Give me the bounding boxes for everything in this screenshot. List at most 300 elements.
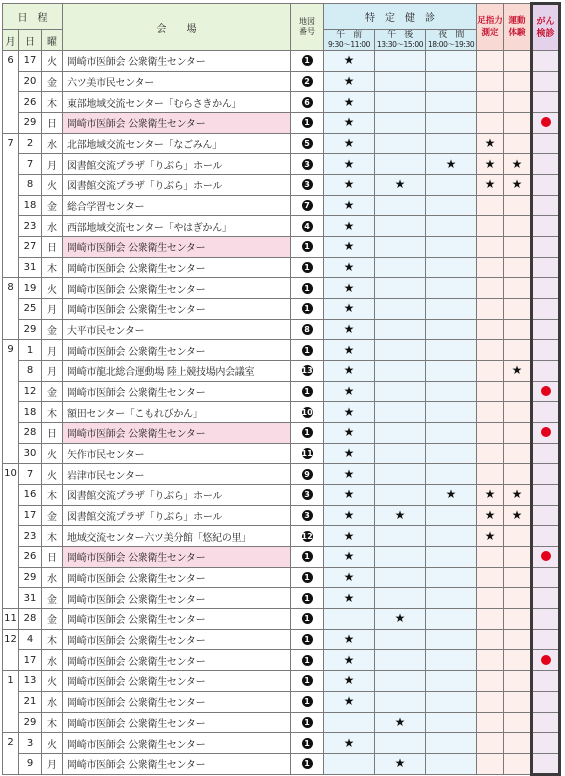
morning-cell (324, 92, 375, 113)
morning-cell (324, 71, 375, 92)
weekday-cell: 月 (42, 340, 63, 361)
red-dot-icon (541, 427, 551, 437)
morning-cell (324, 381, 375, 402)
map-number-cell (291, 278, 324, 299)
foot-strength-cell (477, 381, 504, 402)
table-row (3, 588, 560, 609)
foot-strength-cell (477, 71, 504, 92)
afternoon-cell (375, 175, 426, 196)
day-cell: 25 (19, 299, 42, 320)
evening-cell (426, 629, 477, 650)
day-cell: 7 (19, 154, 42, 175)
weekday-cell: 木 (42, 712, 63, 733)
map-number-badge: 11 (301, 449, 313, 459)
table-row (3, 361, 560, 382)
foot-strength-cell (477, 753, 504, 774)
evening-header (426, 30, 477, 51)
venue-cell: 岡崎市医師会 公衆衛生センター (63, 567, 291, 588)
table-row (3, 526, 560, 547)
morning-cell (324, 423, 375, 444)
cancer-screening-cell (532, 257, 560, 278)
day-cell: 8 (19, 361, 42, 382)
cancer-screening-header (532, 4, 560, 51)
afternoon-header (375, 30, 426, 51)
cancer-screening-cell (532, 340, 560, 361)
cancer-screening-cell (532, 381, 560, 402)
day-cell: 26 (19, 92, 42, 113)
morning-cell (324, 567, 375, 588)
venue-cell: 岡崎市医師会 公衆衛生センター (63, 278, 291, 299)
foot-strength-cell (477, 51, 504, 72)
map-number-cell (291, 175, 324, 196)
evening-cell (426, 340, 477, 361)
cancer-screening-cell (532, 278, 560, 299)
table-row (3, 71, 560, 92)
afternoon-cell (375, 443, 426, 464)
cancer-screening-cell (532, 526, 560, 547)
venue-cell: 大平市民センター (63, 319, 291, 340)
map-number-cell (291, 505, 324, 526)
table-row (3, 340, 560, 361)
afternoon-cell (375, 154, 426, 175)
morning-cell (324, 588, 375, 609)
evening-cell (426, 464, 477, 485)
evening-cell (426, 299, 477, 320)
exercise-cell (504, 629, 532, 650)
evening-cell (426, 51, 477, 72)
weekday-cell: 木 (42, 629, 63, 650)
weekday-cell: 金 (42, 195, 63, 216)
day-cell: 1 (19, 340, 42, 361)
star-icon: ★ (343, 363, 355, 378)
cancer-screening-cell (532, 609, 560, 630)
foot-strength-cell (477, 423, 504, 444)
table-row (3, 92, 560, 113)
map-number-cell (291, 381, 324, 402)
weekday-cell: 木 (42, 257, 63, 278)
weekday-cell: 火 (42, 51, 63, 72)
exercise-cell (504, 733, 532, 754)
venue-cell: 岩津市民センター (63, 464, 291, 485)
map-number-badge: 8 (302, 324, 313, 335)
morning-cell (324, 629, 375, 650)
month-header: 月 (3, 30, 19, 51)
date-group-header: 日 程 (3, 4, 63, 30)
map-number-badge: 1 (302, 117, 313, 128)
star-icon: ★ (394, 756, 406, 771)
map-number-badge: 1 (302, 593, 313, 604)
weekday-cell: 水 (42, 133, 63, 154)
map-number-badge: 1 (302, 427, 313, 438)
table-row (3, 381, 560, 402)
table-row (3, 650, 560, 671)
venue-cell: 図書館交流プラザ「りぶら」ホール (63, 485, 291, 506)
month-cell: 1 (3, 671, 19, 733)
day-cell: 7 (19, 464, 42, 485)
table-row (3, 691, 560, 712)
foot-strength-cell (477, 691, 504, 712)
foot-strength-cell (477, 505, 504, 526)
foot-strength-cell (477, 547, 504, 568)
evening-cell (426, 257, 477, 278)
star-icon: ★ (343, 74, 355, 88)
exercise-cell (504, 195, 532, 216)
cancer-screening-cell (532, 547, 560, 568)
venue-cell: 岡崎市医師会 公衆衛生センター (63, 237, 291, 258)
foot-strength-cell (477, 113, 504, 134)
map-number-badge: 3 (302, 159, 313, 170)
table-row (3, 464, 560, 485)
star-icon: ★ (343, 322, 355, 337)
day-cell: 17 (19, 650, 42, 671)
map-number-cell (291, 650, 324, 671)
map-number-badge: 1 (302, 551, 313, 562)
cancer-screening-cell (532, 51, 560, 72)
exercise-cell (504, 381, 532, 402)
table-row (3, 133, 560, 154)
star-icon: ★ (343, 694, 355, 709)
month-cell: 12 (3, 629, 19, 670)
cancer-screening-cell (532, 567, 560, 588)
weekday-cell: 月 (42, 299, 63, 320)
morning-cell (324, 340, 375, 361)
venue-cell: 岡崎市医師会 公衆衛生センター (63, 51, 291, 72)
foot-strength-cell (477, 650, 504, 671)
star-icon: ★ (343, 735, 355, 750)
map-number-badge: 2 (302, 76, 313, 87)
star-icon: ★ (511, 363, 523, 378)
venue-cell: 岡崎市医師会 公衆衛生センター (63, 650, 291, 671)
foot-strength-cell (477, 133, 504, 154)
day-cell: 16 (19, 485, 42, 506)
weekday-cell: 日 (42, 547, 63, 568)
star-icon: ★ (343, 508, 355, 523)
exercise-cell (504, 154, 532, 175)
afternoon-cell (375, 71, 426, 92)
weekday-cell: 金 (42, 588, 63, 609)
evening-cell (426, 423, 477, 444)
cancer-screening-cell (532, 629, 560, 650)
evening-cell (426, 278, 477, 299)
day-cell: 9 (19, 753, 42, 774)
star-icon: ★ (511, 156, 523, 171)
exercise-cell (504, 257, 532, 278)
day-cell: 30 (19, 443, 42, 464)
day-cell: 31 (19, 257, 42, 278)
day-cell: 31 (19, 588, 42, 609)
weekday-cell: 金 (42, 505, 63, 526)
afternoon-cell (375, 51, 426, 72)
table-row (3, 319, 560, 340)
foot-strength-cell (477, 588, 504, 609)
day-cell: 23 (19, 526, 42, 547)
morning-cell (324, 671, 375, 692)
venue-cell: 矢作市民センター (63, 443, 291, 464)
afternoon-cell (375, 216, 426, 237)
foot-strength-cell (477, 237, 504, 258)
afternoon-cell (375, 567, 426, 588)
day-cell: 29 (19, 319, 42, 340)
exercise-cell (504, 402, 532, 423)
map-number-cell (291, 51, 324, 72)
star-icon: ★ (343, 115, 355, 130)
afternoon-cell (375, 588, 426, 609)
weekday-cell: 火 (42, 733, 63, 754)
afternoon-cell (375, 485, 426, 506)
star-icon: ★ (484, 156, 496, 171)
morning-cell (324, 526, 375, 547)
weekday-cell: 金 (42, 381, 63, 402)
foot-strength-cell (477, 92, 504, 113)
morning-cell (324, 753, 375, 774)
weekday-cell: 火 (42, 464, 63, 485)
star-icon: ★ (394, 611, 406, 626)
map-number-badge: 1 (302, 758, 313, 769)
venue-cell: 岡崎市医師会 公衆衛生センター (63, 629, 291, 650)
afternoon-header-label: 午 後 (387, 30, 413, 40)
table-row (3, 609, 560, 630)
afternoon-cell (375, 547, 426, 568)
afternoon-cell (375, 505, 426, 526)
afternoon-cell (375, 650, 426, 671)
map-number-badge: 1 (302, 738, 313, 749)
afternoon-cell (375, 92, 426, 113)
table-row (3, 113, 560, 134)
morning-header (324, 30, 375, 51)
foot-strength-cell (477, 340, 504, 361)
exercise-cell (504, 567, 532, 588)
exercise-header (504, 4, 532, 51)
map-number-badge: 1 (302, 572, 313, 583)
afternoon-cell (375, 423, 426, 444)
evening-cell (426, 92, 477, 113)
map-number-cell (291, 154, 324, 175)
afternoon-cell (375, 402, 426, 423)
cancer-screening-cell (532, 650, 560, 671)
star-icon: ★ (484, 528, 496, 543)
foot-strength-header (477, 4, 504, 51)
evening-header-time: 18:00～19:30 (427, 40, 475, 49)
evening-cell (426, 361, 477, 382)
morning-cell (324, 195, 375, 216)
evening-cell (426, 113, 477, 134)
morning-cell (324, 691, 375, 712)
exercise-cell (504, 71, 532, 92)
venue-cell: 岡崎市医師会 公衆衛生センター (63, 671, 291, 692)
weekday-cell: 火 (42, 443, 63, 464)
foot-strength-cell (477, 195, 504, 216)
map-number-badge: 10 (301, 407, 313, 417)
day-cell: 19 (19, 278, 42, 299)
venue-cell: 北部地域交流センター「なごみん」 (63, 133, 291, 154)
venue-cell: 岡崎市医師会 公衆衛生センター (63, 753, 291, 774)
month-cell: 10 (3, 464, 19, 609)
afternoon-cell (375, 609, 426, 630)
map-number-cell (291, 113, 324, 134)
foot-strength-cell (477, 154, 504, 175)
evening-cell (426, 753, 477, 774)
day-cell: 12 (19, 381, 42, 402)
table-row (3, 567, 560, 588)
morning-cell (324, 237, 375, 258)
cancer-screening-cell (532, 361, 560, 382)
morning-cell (324, 257, 375, 278)
star-icon: ★ (343, 673, 355, 688)
evening-cell (426, 319, 477, 340)
foot-strength-cell (477, 485, 504, 506)
map-number-cell (291, 319, 324, 340)
evening-cell (426, 216, 477, 237)
map-number-cell (291, 464, 324, 485)
cancer-screening-cell (532, 71, 560, 92)
weekday-cell: 水 (42, 216, 63, 237)
cancer-header-line2: 検診 (536, 28, 555, 39)
evening-header-label: 夜 間 (438, 30, 464, 40)
star-icon: ★ (343, 590, 355, 605)
foot-strength-cell (477, 526, 504, 547)
day-cell: 17 (19, 51, 42, 72)
day-cell: 27 (19, 237, 42, 258)
weekday-cell: 火 (42, 175, 63, 196)
star-icon: ★ (343, 260, 355, 275)
schedule-rows (3, 51, 560, 775)
day-cell: 26 (19, 547, 42, 568)
morning-cell (324, 113, 375, 134)
map-number-cell (291, 340, 324, 361)
evening-cell (426, 733, 477, 754)
exercise-cell (504, 691, 532, 712)
star-icon: ★ (511, 508, 523, 523)
cancer-screening-cell (532, 92, 560, 113)
evening-cell (426, 381, 477, 402)
map-number-cell (291, 361, 324, 382)
weekday-cell: 月 (42, 753, 63, 774)
evening-cell (426, 712, 477, 733)
weekday-header: 曜 (42, 30, 63, 51)
red-dot-icon (541, 117, 551, 127)
exercise-cell (504, 588, 532, 609)
evening-cell (426, 505, 477, 526)
evening-cell (426, 443, 477, 464)
weekday-cell: 日 (42, 423, 63, 444)
exercise-cell (504, 51, 532, 72)
cancer-screening-cell (532, 402, 560, 423)
venue-cell: 岡崎市医師会 公衆衛生センター (63, 609, 291, 630)
evening-cell (426, 588, 477, 609)
map-number-badge: 1 (302, 345, 313, 356)
day-cell: 17 (19, 505, 42, 526)
map-number-badge: 1 (302, 613, 313, 624)
exercise-cell (504, 216, 532, 237)
table-row (3, 278, 560, 299)
map-number-badge: 1 (302, 717, 313, 728)
star-icon: ★ (511, 487, 523, 502)
map-number-cell (291, 712, 324, 733)
map-number-cell (291, 733, 324, 754)
exercise-cell (504, 92, 532, 113)
foot-strength-cell (477, 464, 504, 485)
exercise-cell (504, 361, 532, 382)
cancer-screening-cell (532, 691, 560, 712)
morning-cell (324, 712, 375, 733)
exercise-cell (504, 609, 532, 630)
map-number-badge: 3 (302, 510, 313, 521)
table-row (3, 237, 560, 258)
table-row (3, 712, 560, 733)
venue-cell: 岡崎市医師会 公衆衛生センター (63, 588, 291, 609)
day-header: 日 (19, 30, 42, 51)
map-number-badge: 1 (302, 696, 313, 707)
map-number-cell (291, 257, 324, 278)
cancer-screening-cell (532, 154, 560, 175)
venue-cell: 岡崎市医師会 公衆衛生センター (63, 547, 291, 568)
star-icon: ★ (343, 198, 355, 213)
star-icon: ★ (343, 487, 355, 502)
exercise-cell (504, 547, 532, 568)
table-row (3, 195, 560, 216)
evening-cell (426, 691, 477, 712)
star-icon: ★ (343, 280, 355, 295)
table-row (3, 423, 560, 444)
map-number-cell (291, 547, 324, 568)
evening-cell (426, 567, 477, 588)
map-number-cell (291, 588, 324, 609)
day-cell: 28 (19, 423, 42, 444)
afternoon-cell (375, 299, 426, 320)
table-row (3, 505, 560, 526)
day-cell: 23 (19, 216, 42, 237)
weekday-cell: 日 (42, 113, 63, 134)
evening-cell (426, 547, 477, 568)
evening-cell (426, 133, 477, 154)
star-icon: ★ (484, 487, 496, 502)
day-cell: 29 (19, 113, 42, 134)
map-number-cell (291, 92, 324, 113)
map-number-badge: 12 (301, 531, 313, 541)
morning-header-label: 午 前 (336, 30, 362, 40)
star-icon: ★ (343, 218, 355, 233)
venue-cell: 岡崎市龍北総合運動場 陸上競技場内会議室 (63, 361, 291, 382)
map-number-badge: 3 (302, 489, 313, 500)
evening-cell (426, 237, 477, 258)
morning-cell (324, 51, 375, 72)
weekday-cell: 金 (42, 609, 63, 630)
table-row (3, 216, 560, 237)
venue-cell: 図書館交流プラザ「りぶら」ホール (63, 505, 291, 526)
star-icon: ★ (394, 508, 406, 523)
table-row (3, 402, 560, 423)
evening-cell (426, 175, 477, 196)
map-number-badge: 4 (302, 221, 313, 232)
venue-cell: 岡崎市医師会 公衆衛生センター (63, 340, 291, 361)
map-number-cell (291, 195, 324, 216)
map-number-cell (291, 753, 324, 774)
map-number-badge: 1 (302, 55, 313, 66)
venue-cell: 岡崎市医師会 公衆衛生センター (63, 733, 291, 754)
afternoon-cell (375, 361, 426, 382)
morning-cell (324, 133, 375, 154)
day-cell: 29 (19, 567, 42, 588)
map-number-header (291, 4, 324, 51)
star-icon: ★ (343, 239, 355, 254)
star-icon: ★ (343, 652, 355, 667)
exercise-header-line1: 運動 (508, 16, 526, 26)
map-number-badge: 3 (302, 179, 313, 190)
weekday-cell: 金 (42, 71, 63, 92)
map-number-cell (291, 71, 324, 92)
map-number-cell (291, 402, 324, 423)
venue-cell: 岡崎市医師会 公衆衛生センター (63, 712, 291, 733)
